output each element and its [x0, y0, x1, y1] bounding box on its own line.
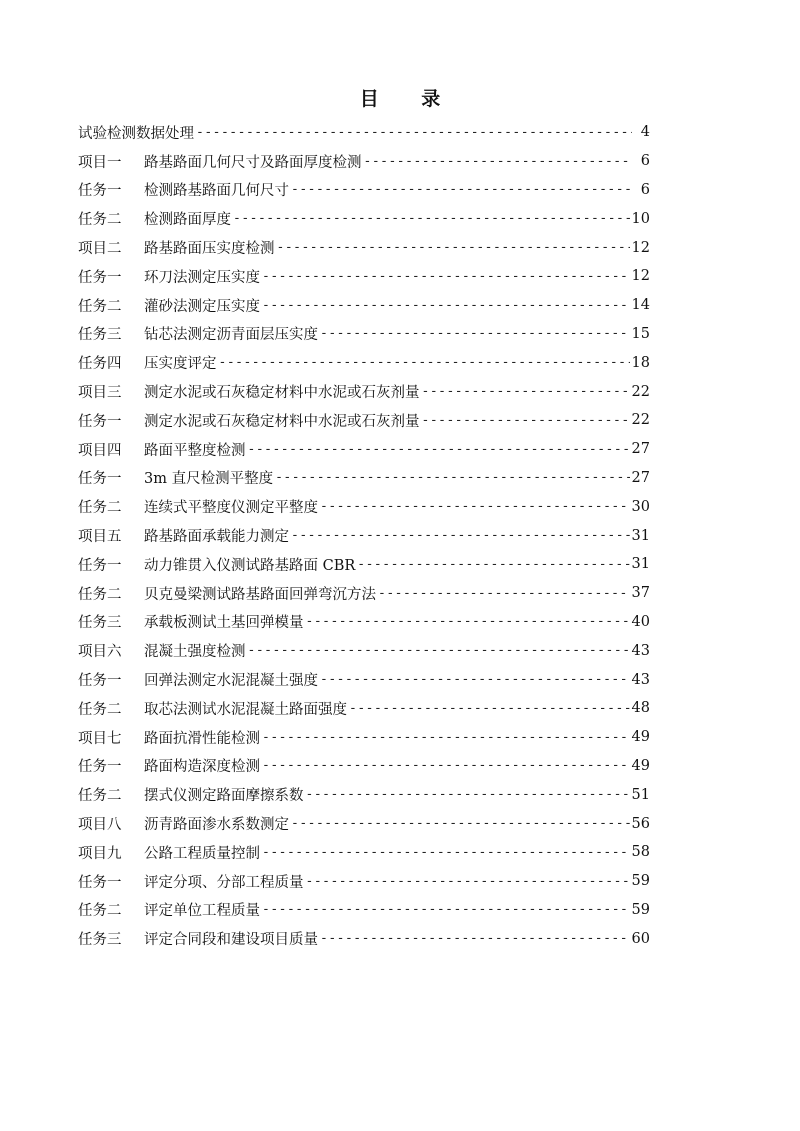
toc-entry-title: 路基路面承载能力测定	[144, 529, 289, 546]
toc-entry-title: 路面抗滑性能检测	[144, 730, 260, 747]
toc-entry-title: 环刀法测定压实度	[144, 269, 260, 286]
toc-entry-title: 测定水泥或石灰稳定材料中水泥或石灰剂量	[144, 413, 420, 430]
dot-leader	[306, 614, 630, 629]
dot-leader	[262, 758, 630, 773]
toc-entry-title: 路基路面几何尺寸及路面厚度检测	[144, 154, 362, 171]
toc-entry-label: 项目四	[78, 442, 122, 459]
toc-entry[interactable]	[78, 492, 650, 521]
dot-leader	[306, 787, 630, 802]
dot-leader	[306, 874, 630, 889]
toc-entry-title: 路基路面压实度检测	[144, 241, 275, 258]
toc-entry-title: 试验检测数据处理	[78, 125, 194, 142]
toc-entry[interactable]	[78, 780, 650, 809]
toc-entry[interactable]	[78, 579, 650, 608]
toc-entry-title: 检测路面厚度	[144, 212, 231, 229]
dot-leader	[349, 701, 630, 716]
toc-entry-title: 评定合同段和建设项目质量	[144, 932, 318, 949]
toc-entry-page-number: 43	[631, 671, 650, 688]
toc-entry-page-number: 31	[631, 556, 650, 573]
toc-entry[interactable]	[78, 176, 650, 205]
dot-leader	[219, 355, 630, 370]
dot-leader	[262, 845, 630, 860]
dot-leader	[422, 413, 630, 428]
toc-entry[interactable]	[78, 924, 650, 953]
toc-entry-title: 钻芯法测定沥青面层压实度	[144, 327, 318, 344]
toc-entry[interactable]	[78, 233, 650, 262]
toc-entry-page-number: 15	[631, 325, 650, 342]
toc-entry[interactable]	[78, 377, 650, 406]
toc-entry-label: 项目六	[78, 644, 122, 661]
dot-leader	[277, 240, 630, 255]
toc-entry-label: 项目五	[78, 529, 122, 546]
dot-leader	[320, 499, 630, 514]
toc-entry-page-number: 4	[640, 124, 650, 141]
toc-entry-title: 动力锥贯入仪测试路基路面 CBR	[144, 557, 356, 574]
toc-entry-label: 任务一	[78, 557, 122, 574]
dot-leader	[291, 816, 630, 831]
toc-entry-page-number: 49	[631, 729, 650, 746]
toc-entry-title: 评定分项、分部工程质量	[144, 874, 304, 891]
toc-entry-label: 项目九	[78, 845, 122, 862]
toc-entry-page-number: 31	[631, 527, 650, 544]
toc-entry-page-number: 27	[631, 469, 650, 486]
dot-leader	[364, 154, 633, 169]
dot-leader	[262, 298, 630, 313]
dot-leader	[262, 902, 630, 917]
table-of-contents	[78, 118, 650, 953]
toc-entry-label: 任务二	[78, 903, 122, 920]
toc-entry-title: 摆式仪测定路面摩擦系数	[144, 788, 304, 805]
toc-entry[interactable]	[78, 320, 650, 349]
toc-entry[interactable]	[78, 118, 650, 147]
toc-entry-page-number: 22	[631, 412, 650, 429]
toc-entry-label: 任务二	[78, 212, 122, 229]
toc-entry-title: 灌砂法测定压实度	[144, 298, 260, 315]
toc-entry[interactable]	[78, 204, 650, 233]
toc-entry-title: 承载板测试土基回弹模量	[144, 615, 304, 632]
toc-entry-label: 项目七	[78, 730, 122, 747]
toc-entry-page-number: 58	[631, 844, 650, 861]
toc-entry-page-number: 37	[631, 585, 650, 602]
toc-entry-page-number: 51	[631, 786, 650, 803]
toc-entry-label: 任务一	[78, 673, 122, 690]
toc-entry[interactable]	[78, 464, 650, 493]
toc-entry[interactable]	[78, 665, 650, 694]
toc-entry-page-number: 12	[631, 268, 650, 285]
toc-entry-title: 路面构造深度检测	[144, 759, 260, 776]
toc-entry-title: 检测路基路面几何尺寸	[144, 183, 289, 200]
toc-entry[interactable]	[78, 262, 650, 291]
toc-entry-label: 任务四	[78, 356, 122, 373]
toc-entry-page-number: 10	[631, 210, 650, 227]
toc-entry[interactable]	[78, 838, 650, 867]
toc-entry-label: 项目八	[78, 817, 122, 834]
toc-entry-page-number: 59	[631, 901, 650, 918]
dot-leader	[422, 384, 630, 399]
toc-entry-page-number: 48	[631, 700, 650, 717]
toc-entry-page-number: 56	[631, 815, 650, 832]
toc-entry-page-number: 30	[631, 498, 650, 515]
toc-entry-title: 压实度评定	[144, 356, 217, 373]
toc-entry[interactable]	[78, 809, 650, 838]
toc-entry-label: 任务一	[78, 269, 122, 286]
toc-entry-title: 沥青路面渗水系数测定	[144, 817, 289, 834]
toc-entry[interactable]	[78, 867, 650, 896]
toc-entry-label: 项目一	[78, 154, 122, 171]
toc-entry-page-number: 27	[631, 441, 650, 458]
toc-entry[interactable]	[78, 550, 650, 579]
dot-leader	[378, 586, 630, 601]
toc-entry-title: 路面平整度检测	[144, 442, 246, 459]
toc-entry-page-number: 59	[631, 873, 650, 890]
toc-entry[interactable]	[78, 752, 650, 781]
toc-entry-page-number: 49	[631, 757, 650, 774]
toc-entry[interactable]	[78, 406, 650, 435]
toc-entry-page-number: 6	[640, 153, 650, 170]
toc-entry-label: 任务一	[78, 471, 122, 488]
toc-entry-title: 评定单位工程质量	[144, 903, 260, 920]
toc-entry[interactable]	[78, 348, 650, 377]
toc-entry-title: 连续式平整度仪测定平整度	[144, 500, 318, 517]
dot-leader	[196, 125, 632, 140]
toc-entry-label: 任务二	[78, 701, 122, 718]
toc-entry[interactable]	[78, 147, 650, 176]
toc-entry[interactable]	[78, 694, 650, 723]
dot-leader	[262, 269, 630, 284]
dot-leader	[262, 730, 630, 745]
toc-entry-page-number: 22	[631, 383, 650, 400]
toc-entry-label: 任务二	[78, 586, 122, 603]
toc-entry[interactable]	[78, 291, 650, 320]
toc-entry[interactable]	[78, 435, 650, 464]
toc-entry-title: 回弹法测定水泥混凝土强度	[144, 673, 318, 690]
toc-entry-label: 任务一	[78, 413, 122, 430]
toc-entry-label: 任务三	[78, 615, 122, 632]
toc-entry-title: 贝克曼梁测试路基路面回弹弯沉方法	[144, 586, 376, 603]
toc-entry-label: 任务一	[78, 874, 122, 891]
toc-entry-page-number: 18	[631, 354, 650, 371]
toc-entry[interactable]	[78, 723, 650, 752]
toc-entry-page-number: 12	[631, 239, 650, 256]
dot-leader	[357, 557, 629, 572]
dot-leader	[320, 672, 630, 687]
dot-leader	[275, 470, 629, 485]
dot-leader	[320, 931, 630, 946]
toc-entry-title: 测定水泥或石灰稳定材料中水泥或石灰剂量	[144, 385, 420, 402]
toc-entry-title: 取芯法测试水泥混凝土路面强度	[144, 701, 347, 718]
toc-entry-title: 混凝土强度检测	[144, 644, 246, 661]
toc-entry[interactable]	[78, 896, 650, 925]
dot-leader	[291, 528, 630, 543]
toc-entry[interactable]	[78, 521, 650, 550]
toc-entry-label: 任务一	[78, 759, 122, 776]
toc-entry-page-number: 40	[631, 613, 650, 630]
toc-entry-page-number: 6	[640, 181, 650, 198]
toc-entry-page-number: 60	[631, 930, 650, 947]
toc-entry-title: 3m 直尺检测平整度	[144, 471, 274, 488]
toc-entry-label: 任务一	[78, 183, 122, 200]
toc-entry[interactable]	[78, 636, 650, 665]
dot-leader	[233, 211, 630, 226]
page-title: 目 录	[359, 88, 459, 110]
toc-entry-label: 项目三	[78, 385, 122, 402]
toc-entry[interactable]	[78, 608, 650, 637]
dot-leader	[248, 442, 630, 457]
toc-entry-page-number: 43	[631, 642, 650, 659]
toc-entry-label: 任务二	[78, 500, 122, 517]
toc-entry-label: 任务二	[78, 788, 122, 805]
toc-entry-label: 项目二	[78, 241, 122, 258]
dot-leader	[320, 326, 630, 341]
dot-leader	[291, 182, 632, 197]
toc-entry-label: 任务三	[78, 327, 122, 344]
toc-entry-title: 公路工程质量控制	[144, 845, 260, 862]
toc-entry-page-number: 14	[631, 297, 650, 314]
dot-leader	[248, 643, 630, 658]
toc-entry-label: 任务三	[78, 932, 122, 949]
toc-entry-label: 任务二	[78, 298, 122, 315]
